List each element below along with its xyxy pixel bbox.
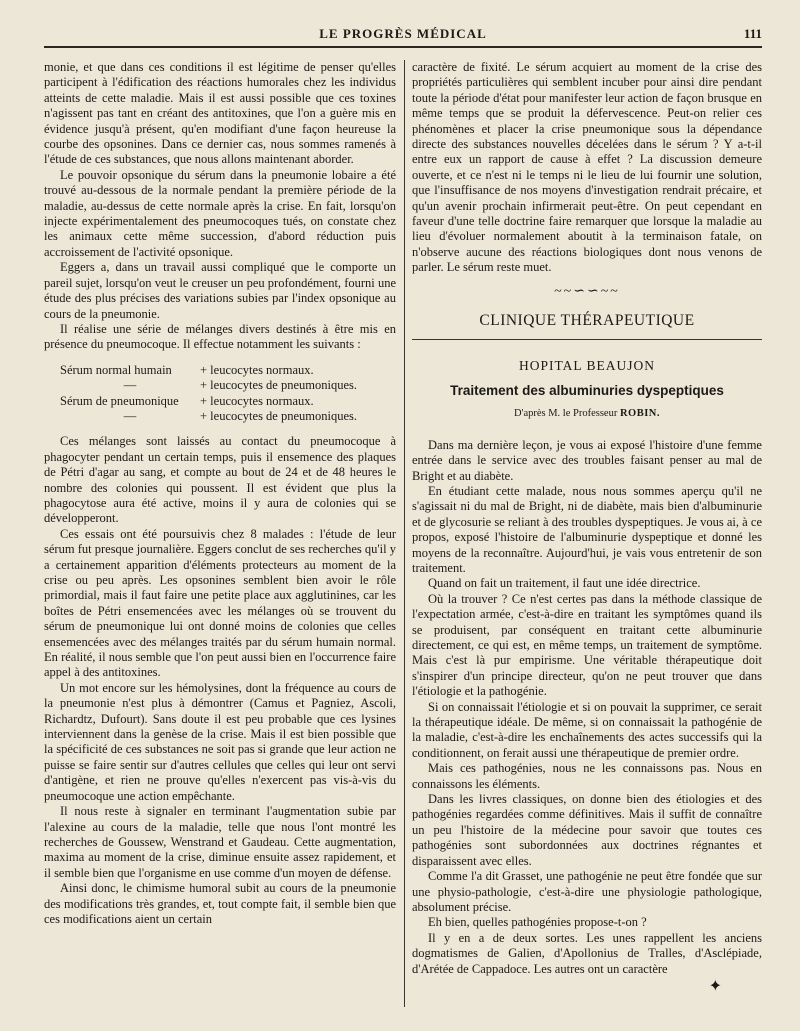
byline-prefix: D'après M. le Professeur [513,408,618,420]
paragraph: Le pouvoir opsonique du sérum dans la pneumonie lobaire a été trouvé au-dessous de la normale pendant la première période de la maladie, au-dessus de cette normale après la crise. En fait, lorsqu'on injecte expérimentalement des pneumocoques tués, on constate chez les animaux cette même succession, d'abord réduction puis accroissement de l'activité opsonique. [44,167,396,259]
mixture-leucocytes: + leucocytes normaux. [200,362,314,377]
section-rule [412,339,762,340]
mixture-leucocytes: + leucocytes de pneumoniques. [200,378,358,393]
running-header [44,24,762,48]
mixture-row [60,394,396,409]
page-number: 111 [743,26,762,41]
mixture-serum: — [123,408,137,423]
mixture-leucocytes: + leucocytes normaux. [200,393,314,408]
mixture-serum: Sérum de pneumonique [60,393,179,408]
mixture-list [60,363,396,425]
column-divider [404,60,405,1007]
left-column [44,60,396,1017]
paragraph: Quand on fait un traitement, il faut une idée directrice. [428,576,701,591]
paragraph: Un mot encore sur les hémolysines, dont la fréquence au cours de la pneumonie n'est plus à démontrer (Camus et Pagniez, Ascoli, Richardtz, Dufourt). Sans doute il est peu probable que ces lysines interviennent dans la genèse de la crise. Mais il est bien possible que la spécificité de ces substances ne soit pas si grande que leur action ne puisse se faire sentir sur d'autres cellules que celles qui leur ont servi d'antigène, et rien ne prouve qu'elles n'exercent pas vis-à-vis du pneumocoque une action empêchante. [44,680,396,803]
byline-author: ROBIN. [619,408,661,420]
paragraph: monie, et que dans ces conditions il est légitime de penser qu'elles participent à l'édification des réactions humorales chez les individus atteints de cette maladie. Mais il est aussi possible que ces toxines n'agissent pas tant en créant des antitoxines, que l'on a guère mis en évidence jusqu'à présent, qu'en modifiant d'une façon heureuse la courbe des opsonines. Dans ce dernier cas, nous sommes ramenés à l'étude de ces substances, que nous allons maintenant aborder. [44,60,396,167]
paragraph: Eh bien, quelles pathogénies propose-t-on ? [428,915,647,930]
paragraph: Mais ces pathogénies, nous ne les connaissons pas. Nous en connaissons les éléments. [412,761,762,791]
paragraph: Dans ma dernière leçon, je vous ai exposé l'histoire d'une femme entrée dans le service avec des troubles faisant penser au mal de Bright et au diabète. [412,437,762,483]
paragraph: Il réalise une série de mélanges divers destinés à être mis en présence du pneumocoque. Il effectue notamment les suivants : [44,321,396,352]
mixture-serum: — [123,378,137,393]
mixture-row [60,409,396,424]
paragraph: Il nous reste à signaler en terminant l'augmentation subie par l'alexine au cours de la maladie, telle que nous l'ont montré les recherches de Goussew, Wenstrand et Gaudeau. Cette augmentation, maxima au moment de la crise, diminue ensuite assez rapidement, et il semble bien que l'organisme en use comme d'un moyen de défense. [44,804,396,880]
mixture-leucocytes: + leucocytes de pneumoniques. [200,408,358,423]
paragraph: Ainsi donc, le chimisme humoral subit au cours de la pneumonie des modifications très grandes, et, tout compte fait, il semble bien que ces modifications aient un certain [44,881,396,926]
paragraph: Ces essais ont été poursuivis chez 8 malades : l'étude de leur sérum fut presque journalière. Eggers conclut de ses recherches qu'il y a certainement apparition d'éléments protecteurs au moment de la crise ou peu après. Les opsonines semblent bien avoir le rôle primordial, mais il faut faire une petite place aux agglutinines, car les boîtes de Pétri ensemencées avec les mélanges où se trouvent du sérum de pneumonique lui ont donné moins de colonies que celles ensemencées avec des mélanges traités par du sérum humain normal. En réalité, il nous semble que l'on peut aussi bien en l'occurrence faire appel à des antitoxines. [44,526,396,680]
right-column [412,60,762,1017]
paragraph: Eggers a, dans un travail aussi compliqué que le comporte un pareil sujet, lorsqu'on veut le creuser un peu profondément, fourni une étude des plus précises des variations subies par l'index opsonique au cours de la pneumonie. [44,260,396,321]
paragraph: Comme l'a dit Grasset, une pathogénie ne peut être fondée que sur une physio-pathologie, c'est-à-dire une physiologie pathologique, absolument précise. [412,869,762,914]
article-title: Traitement des albuminuries dyspeptiques [450,382,724,398]
paragraph: caractère de fixité. Le sérum acquiert au moment de la crise des propriétés particulières qui semblent incuber pour ainsi dire pendant toute la période d'état pour manifester leur action de façon brusque en même temps que se produit la défervescence. Peut-on relier ces phénomènes et placer la crise pneumonique sous la dépendance directe des substances nouvelles décelées dans le sérum ? Y a-t-il entre eux un rapport de cause à effet ? La discussion demeure ouverte, et ce n'est ni le temps ni le lieu de lui fournir une solution, que l'insuffisance de nos moyens d'investigation rendrait précaire, et qu'un avenir prochain infirmerait peut-être. On peut cependant en faveur d'une telle doctrine faire remarquer que lorsque la maladie au lieu d'évoluer normalement aboutit à la terminaison fatale, on n'observe aucune des réactions biologiques dont nous venons de parler. Le sérum reste muet. [412,60,762,275]
paragraph: Ces mélanges sont laissés au contact du pneumocoque à phagocyter pendant un certain temps, puis il ensemence des plaques de Pétri d'agar au sang, et compte au bout de 24 et de 48 heures le nombre des colonies qui poussent. Il est évident que plus la phagocytose aura été active, moins il y aura de colonies qui se développeront. [44,434,396,526]
continuation-mark: ✦ [708,977,722,995]
section-title: CLINIQUE THÉRAPEUTIQUE [479,312,695,330]
mixture-serum: Sérum normal humain [60,362,172,377]
paragraph: Où la trouver ? Ce n'est certes pas dans la méthode classique de l'expectation armée, c'est-à-dire en traitant les symptômes quand ils se produisent, par conséquent en traitant cette albuminurie directement, ce qui est, en même temps, un traitement de symptôme. Mais c'est là pur empirisme. Une véritable thérapeutique doit s'inspirer d'un principe directeur, qu'on ne peut trouver que dans l'étiologie et la pathogénie. [412,591,762,699]
paragraph: Il y en a de deux sortes. Les unes rappellent les anciens dogmatismes de Galien, d'Apollonius de Tralles, d'Asclépiade, d'Arétée de Cappadoce. Les autres ont un caractère [412,930,762,976]
journal-title: LE PROGRÈS MÉDICAL [319,26,487,41]
paragraph: Si on connaissait l'étiologie et si on pouvait la supprimer, ce serait la thérapeutique idéale. De même, si on connaissait la pathogénie de la maladie, c'est-à-dire les enchaînements des actes successifs qui la conditionnent, on ferait aussi une thérapeutique de premier ordre. [412,699,762,760]
paragraph: Dans les livres classiques, on donne bien des étiologies et des pathogénies regardées comme définitives. Mais il suffit de connaître un peu l'histoire de la médecine pour savoir que toutes ces pathogénies sont subordonnées aux doctrines régnantes et disparaissent avec elles. [412,792,762,868]
mixture-row [60,363,396,378]
byline [412,406,762,421]
paragraph: En étudiant cette malade, nous nous sommes aperçu qu'il ne s'agissait ni du mal de Bright, ni de diabète, mais bien d'albuminurie et de glycosurie se reliant à des troubles dyspeptiques. Je vous ai, à ce propos, exposé l'histoire de l'albuminurie dyspeptique et donné les moyens de la reconnaître. Aujourd'hui, je vais vous entretenir de son traitement. [412,483,762,575]
hospital-name: HOPITAL BEAUJON [518,357,656,373]
ornamental-separator: ~~∽∽~~ [554,283,620,299]
mixture-row [60,378,396,393]
